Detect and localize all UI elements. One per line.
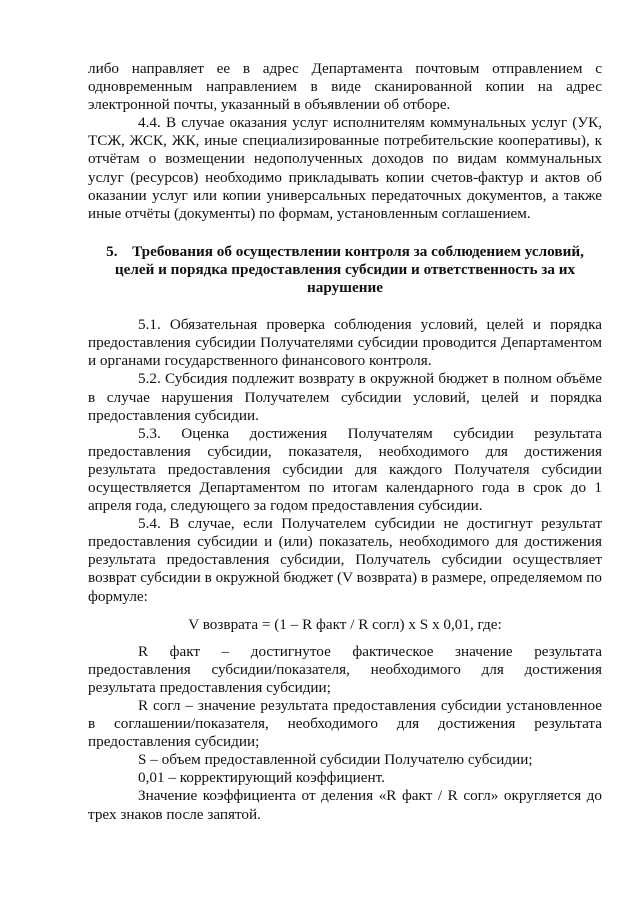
section-title: Требования об осуществлении контроля за соблюдением условий, целей и порядка предоставления субсидии и ответственность за их нарушение xyxy=(114,242,584,297)
formula: V возврата = (1 – R факт / R согл) x S x 0,01, где: xyxy=(188,615,502,633)
paragraph-5-4: 5.4. В случае, если Получателем субсидии не достигнут результат предоставления субсидии и (или) показатель, необходимого для достижения результата предоставления субсидии, Получатель субсидии осуществляет возврат субсидии в окружной бюджет (V возврата) в размере, определяемом по формуле: xyxy=(88,515,602,605)
section-number: 5. xyxy=(106,242,118,260)
definition-s: S – объем предоставленной субсидии Получателю субсидии; xyxy=(138,751,533,769)
section-5-heading xyxy=(88,243,602,297)
paragraph-continuation: либо направляет ее в адрес Департамента почтовым отправлением с одновременным направлением в виде сканированной копии на адрес электронной почты, указанный в объявлении об отборе. xyxy=(88,60,602,114)
definition-coefficient: 0,01 – корректирующий коэффициент. xyxy=(138,769,385,787)
paragraph-5-2: 5.2. Субсидия подлежит возврату в окружной бюджет в полном объёме в случае нарушения Получателем субсидии условий, целей и порядка предоставления субсидии. xyxy=(88,370,602,424)
definition-r-sogl: R согл – значение результата предоставления субсидии установленное в соглашении/показателя, необходимого для достижения результата предоставления субсидии; xyxy=(88,697,602,751)
document-body xyxy=(88,60,602,824)
rounding-note: Значение коэффициента от деления «R факт / R согл» округляется до трех знаков после запятой. xyxy=(88,787,602,823)
paragraph-5-3: 5.3. Оценка достижения Получателям субсидии результата предоставления субсидии, показателя, необходимого для достижения результата предоставления субсидии для каждого Получателя субсидии осуществляется Департаментом по итогам календарного года в срок до 1 апреля года, следующего за годом предоставления субсидии. xyxy=(88,424,602,515)
paragraph-4-4: 4.4. В случае оказания услуг исполнителям коммунальных услуг (УК, ТСЖ, ЖСК, ЖК, иные специализированные потребительские кооперативы), к отчётам о возмещении недополученных доходов по видам коммунальных услуг (ресурсов) необходимо прикладывать копии счетов-фактур и актов об оказании услуг или копии универсальных передаточных документов, а также иные отчёты (документы) по формам, установленным соглашением. xyxy=(88,114,602,222)
paragraph-5-1: 5.1. Обязательная проверка соблюдения условий, целей и порядка предоставления субсидии Получателями субсидии проводится Департаментом и органами государственного финансового контроля. xyxy=(88,316,602,370)
definition-r-fact: R факт – достигнутое фактическое значение результата предоставления субсидии/показателя, необходимого для достижения результата предоставления субсидии; xyxy=(88,642,602,696)
